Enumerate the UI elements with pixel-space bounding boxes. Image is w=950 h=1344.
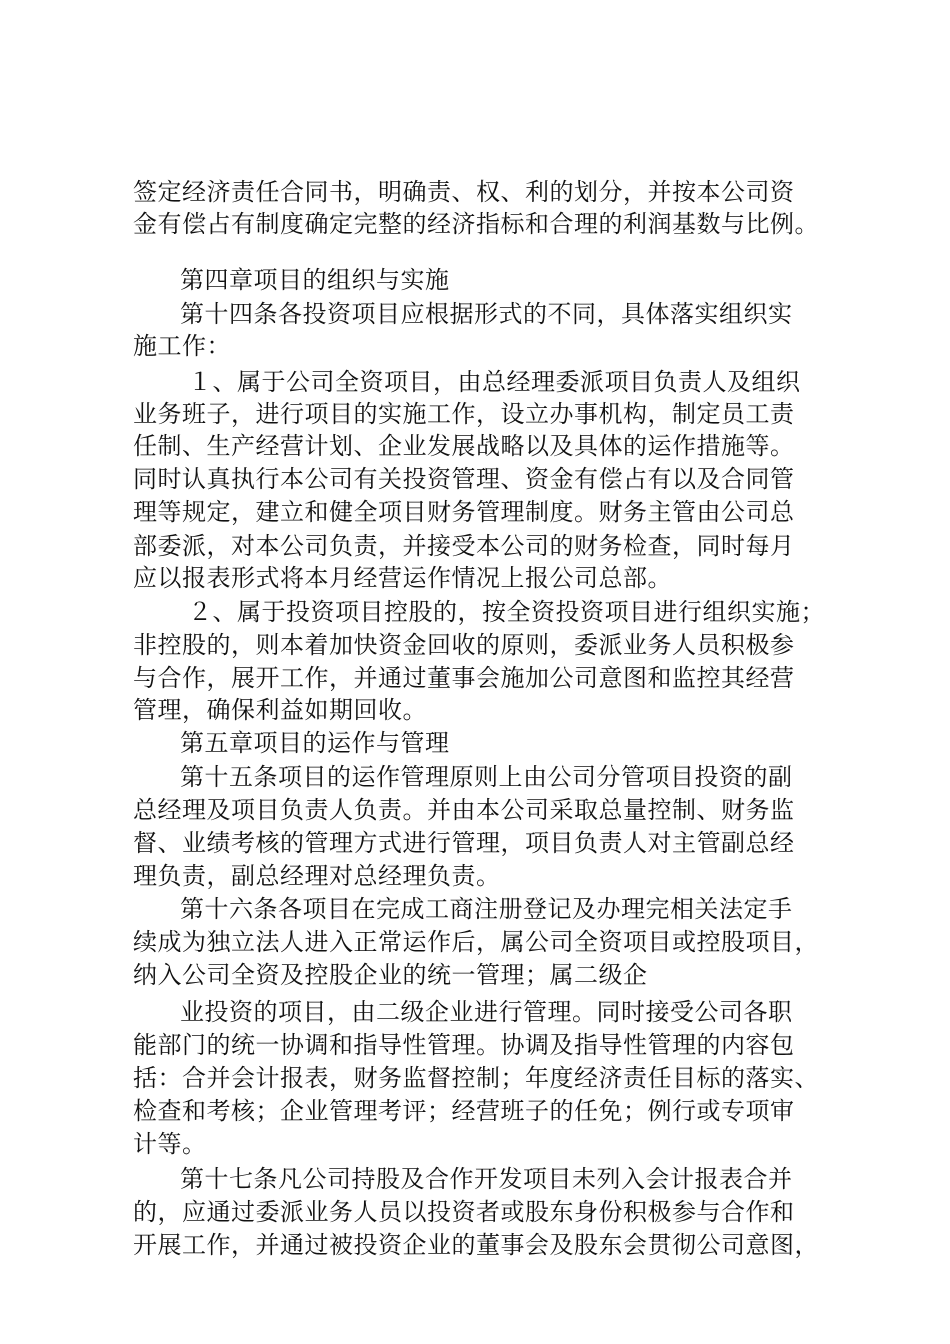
text-line: 业投资的项目，由二级企业进行管理。同时接受公司各职 bbox=[180, 998, 793, 1026]
text-line: 理负责，副总经理对总经理负责。 bbox=[133, 862, 501, 890]
text-line: 施工作： bbox=[133, 332, 231, 360]
text-line: 第十四条各投资项目应根据形式的不同，具体落实组织实 bbox=[180, 300, 793, 328]
text-line: 计等。 bbox=[133, 1130, 207, 1158]
text-line: 业务班子，进行项目的实施工作，设立办事机构，制定员工责 bbox=[133, 400, 795, 428]
text-line: 部委派，对本公司负责，并接受本公司的财务检查，同时每月 bbox=[133, 532, 795, 560]
text-line: 第十五条项目的运作管理原则上由公司分管项目投资的副 bbox=[180, 763, 793, 791]
text-line: 续成为独立法人进入正常运作后，属公司全资项目或控股项目， bbox=[133, 928, 819, 956]
text-line: 纳入公司全资及控股企业的统一管理；属二级企 bbox=[133, 961, 648, 989]
text-line: 非控股的，则本着加快资金回收的原则，委派业务人员积极参 bbox=[133, 631, 795, 659]
text-line: 应以报表形式将本月经营运作情况上报公司总部。 bbox=[133, 564, 672, 592]
text-line: 总经理及项目负责人负责。并由本公司采取总量控制、财务监 bbox=[133, 796, 795, 824]
chapter-heading: 第五章项目的运作与管理 bbox=[180, 729, 450, 757]
text-line: 能部门的统一协调和指导性管理。协调及指导性管理的内容包 bbox=[133, 1031, 795, 1059]
text-line: 的，应通过委派业务人员以投资者或股东身份积极参与合作和 bbox=[133, 1198, 795, 1226]
text-line: 第十六条各项目在完成工商注册登记及办理完相关法定手 bbox=[180, 895, 793, 923]
text-line: 金有偿占有制度确定完整的经济指标和合理的利润基数与比例。 bbox=[133, 210, 819, 238]
text-line: 括：合并会计报表，财务监督控制；年度经济责任目标的落实、 bbox=[133, 1064, 819, 1092]
text-line: 任制、生产经营计划、企业发展战略以及具体的运作措施等。 bbox=[133, 432, 795, 460]
text-line: 第十七条凡公司持股及合作开发项目未列入会计报表合并 bbox=[180, 1165, 793, 1193]
text-line: １、属于公司全资项目，由总经理委派项目负责人及组织 bbox=[188, 368, 801, 396]
text-line: 与合作，展开工作，并通过董事会施加公司意图和监控其经营 bbox=[133, 664, 795, 692]
text-line: 管理，确保利益如期回收。 bbox=[133, 696, 427, 724]
text-line: 理等规定，建立和健全项目财务管理制度。财务主管由公司总 bbox=[133, 498, 795, 526]
text-line: 检查和考核；企业管理考评；经营班子的任免；例行或专项审 bbox=[133, 1097, 795, 1125]
text-line: 督、业绩考核的管理方式进行管理，项目负责人对主管副总经 bbox=[133, 829, 795, 857]
text-line: ２、属于投资项目控股的，按全资投资项目进行组织实施； bbox=[188, 598, 825, 626]
text-line: 同时认真执行本公司有关投资管理、资金有偿占有以及合同管 bbox=[133, 465, 795, 493]
chapter-heading: 第四章项目的组织与实施 bbox=[180, 266, 450, 294]
text-line: 开展工作，并通过被投资企业的董事会及股东会贯彻公司意图， bbox=[133, 1231, 819, 1259]
text-line: 签定经济责任合同书，明确责、权、利的划分，并按本公司资 bbox=[133, 178, 795, 206]
